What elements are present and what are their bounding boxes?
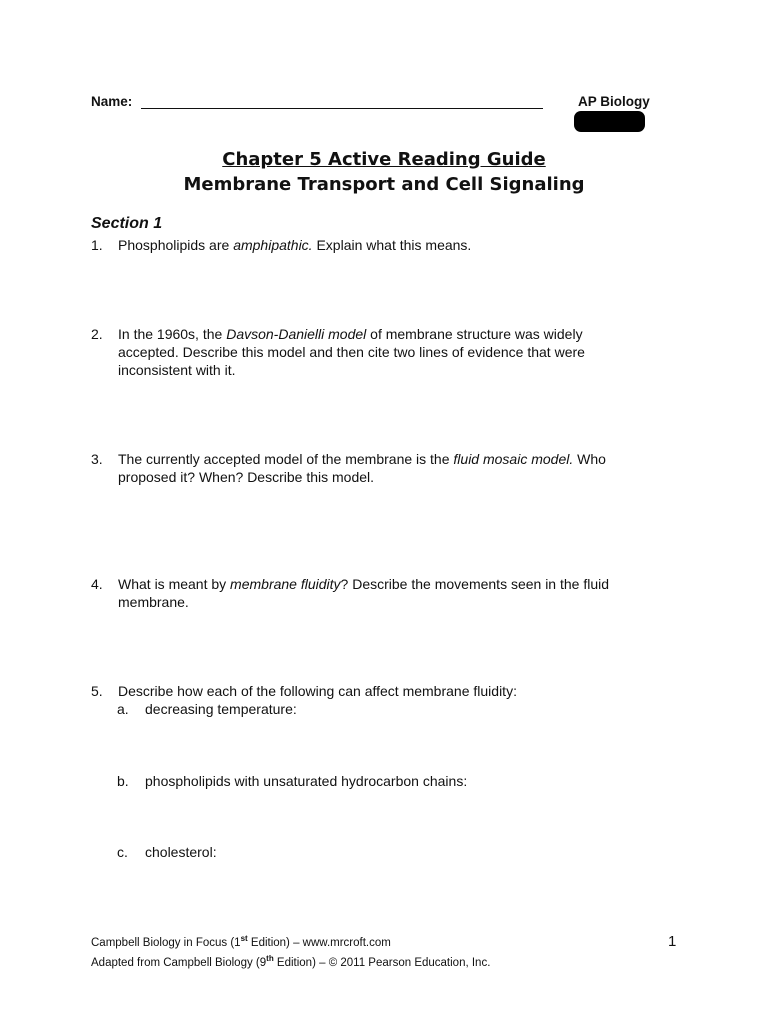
sub-item-text: cholesterol: [145, 844, 217, 860]
question-text: What is meant by membrane fluidity? Describe the movements seen in the fluid membrane. [118, 576, 610, 610]
question-text: In the 1960s, the Davson-Danielli model of membrane structure was widely accepted. Describe this model and then cite two lines of evidence that were inconsistent with it. [118, 326, 585, 378]
question-text: Describe how each of the following can affect membrane fluidity: [118, 683, 517, 699]
course-label: AP Biology [578, 94, 650, 109]
name-label: Name: [91, 94, 133, 109]
name-blank-line[interactable] [141, 108, 543, 109]
footer-credits [91, 931, 490, 971]
question-number: 2. [91, 326, 103, 342]
footer-line-1: Campbell Biology in Focus (1st Edition) – www.mrcroft.com [91, 934, 391, 949]
page-number: 1 [668, 933, 677, 950]
chapter-subtitle: Membrane Transport and Cell Signaling [183, 174, 585, 195]
question-number: 3. [91, 451, 103, 467]
sub-item-text: decreasing temperature: [145, 701, 297, 717]
sub-item-text: phospholipids with unsaturated hydrocarbon chains: [145, 773, 468, 789]
section-heading: Section 1 [91, 215, 163, 232]
question-text: Phospholipids are amphipathic. Explain what this means. [118, 237, 472, 253]
sub-item-letter: a. [117, 701, 129, 717]
chapter-title: Chapter 5 Active Reading Guide [222, 149, 546, 170]
question-number: 1. [91, 237, 103, 253]
question-number: 4. [91, 576, 103, 592]
redaction-box [574, 111, 645, 132]
sub-item-letter: b. [117, 773, 129, 789]
question-number: 5. [91, 683, 103, 699]
question-text: The currently accepted model of the membrane is the fluid mosaic model. Who proposed it? When? Describe this model. [118, 451, 606, 485]
sub-item-letter: c. [117, 844, 128, 860]
footer-line-2: Adapted from Campbell Biology (9th Edition) – © 2011 Pearson Education, Inc. [91, 953, 491, 969]
